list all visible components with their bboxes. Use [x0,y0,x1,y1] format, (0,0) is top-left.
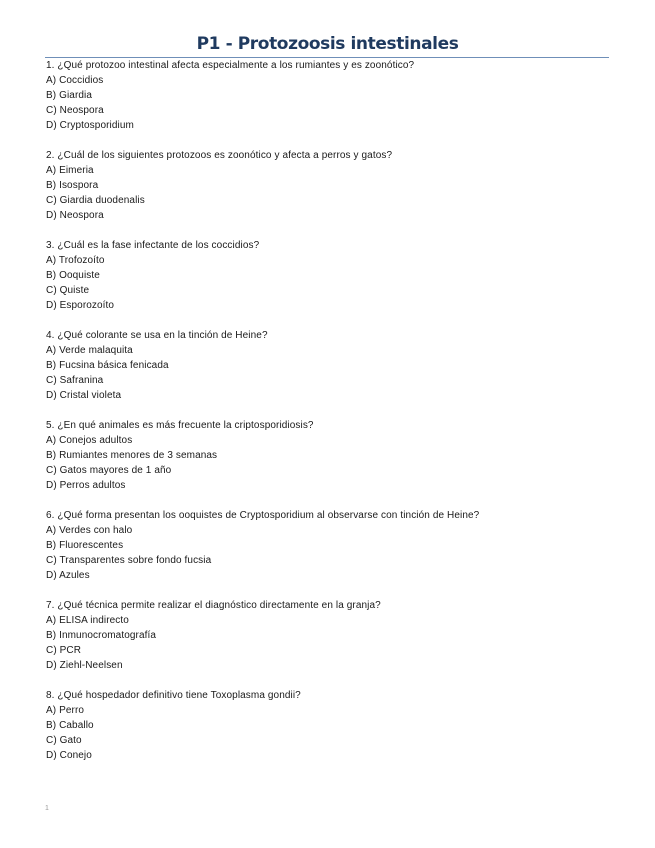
answer-option: A) Perro [46,705,85,716]
answer-option: D) Cristal violeta [46,390,122,401]
document-title: P1 - Protozoosis intestinales [196,34,459,54]
answer-option: A) Eimeria [46,165,94,176]
question-text: 2. ¿Cuál de los siguientes protozoos es zoonótico y afecta a perros y gatos? [46,150,393,161]
answer-option: D) Perros adultos [46,480,126,491]
answer-option: D) Neospora [46,210,104,221]
question-list [46,58,616,778]
answer-option: B) Inmunocromatografía [46,630,157,641]
page-number: 1 [45,805,49,812]
answer-option: D) Azules [46,570,90,581]
answer-option: B) Rumiantes menores de 3 semanas [46,450,218,461]
question-text: 3. ¿Cuál es la fase infectante de los coccidios? [46,240,260,251]
question-block [46,58,616,133]
answer-option: A) Verdes con halo [46,525,133,536]
answer-option: B) Fucsina básica fenicada [46,360,169,371]
answer-option: B) Ooquiste [46,270,100,281]
question-block [46,598,616,673]
answer-option: D) Esporozoíto [46,300,115,311]
answer-option: C) Quiste [46,285,90,296]
answer-option: B) Isospora [46,180,99,191]
answer-option: A) Conejos adultos [46,435,133,446]
question-text: 1. ¿Qué protozoo intestinal afecta especialmente a los rumiantes y es zoonótico? [46,60,415,71]
question-text: 5. ¿En qué animales es más frecuente la criptosporidiosis? [46,420,314,431]
answer-option: C) Gato [46,735,82,746]
question-block [46,418,616,493]
answer-option: A) Trofozoíto [46,255,105,266]
question-block [46,688,616,763]
answer-option: C) Gatos mayores de 1 año [46,465,172,476]
answer-option: A) ELISA indirecto [46,615,129,626]
answer-option: B) Caballo [46,720,94,731]
answer-option: C) PCR [46,645,82,656]
answer-option: D) Ziehl-Neelsen [46,660,123,671]
question-block [46,328,616,403]
question-text: 4. ¿Qué colorante se usa en la tinción de Heine? [46,330,268,341]
answer-option: A) Verde malaquita [46,345,133,356]
answer-option: D) Cryptosporidium [46,120,134,131]
answer-option: B) Giardia [46,90,93,101]
question-text: 6. ¿Qué forma presentan los ooquistes de Cryptosporidium al observarse con tinción de Heine? [46,510,480,521]
question-block [46,238,616,313]
answer-option: C) Safranina [46,375,104,386]
answer-option: C) Transparentes sobre fondo fucsia [46,555,212,566]
answer-option: B) Fluorescentes [46,540,124,551]
question-text: 7. ¿Qué técnica permite realizar el diagnóstico directamente en la granja? [46,600,381,611]
question-text: 8. ¿Qué hospedador definitivo tiene Toxoplasma gondii? [46,690,301,701]
question-block [46,508,616,583]
answer-option: A) Coccidios [46,75,104,86]
answer-option: D) Conejo [46,750,92,761]
question-block [46,148,616,223]
answer-option: C) Giardia duodenalis [46,195,145,206]
answer-option: C) Neospora [46,105,104,116]
